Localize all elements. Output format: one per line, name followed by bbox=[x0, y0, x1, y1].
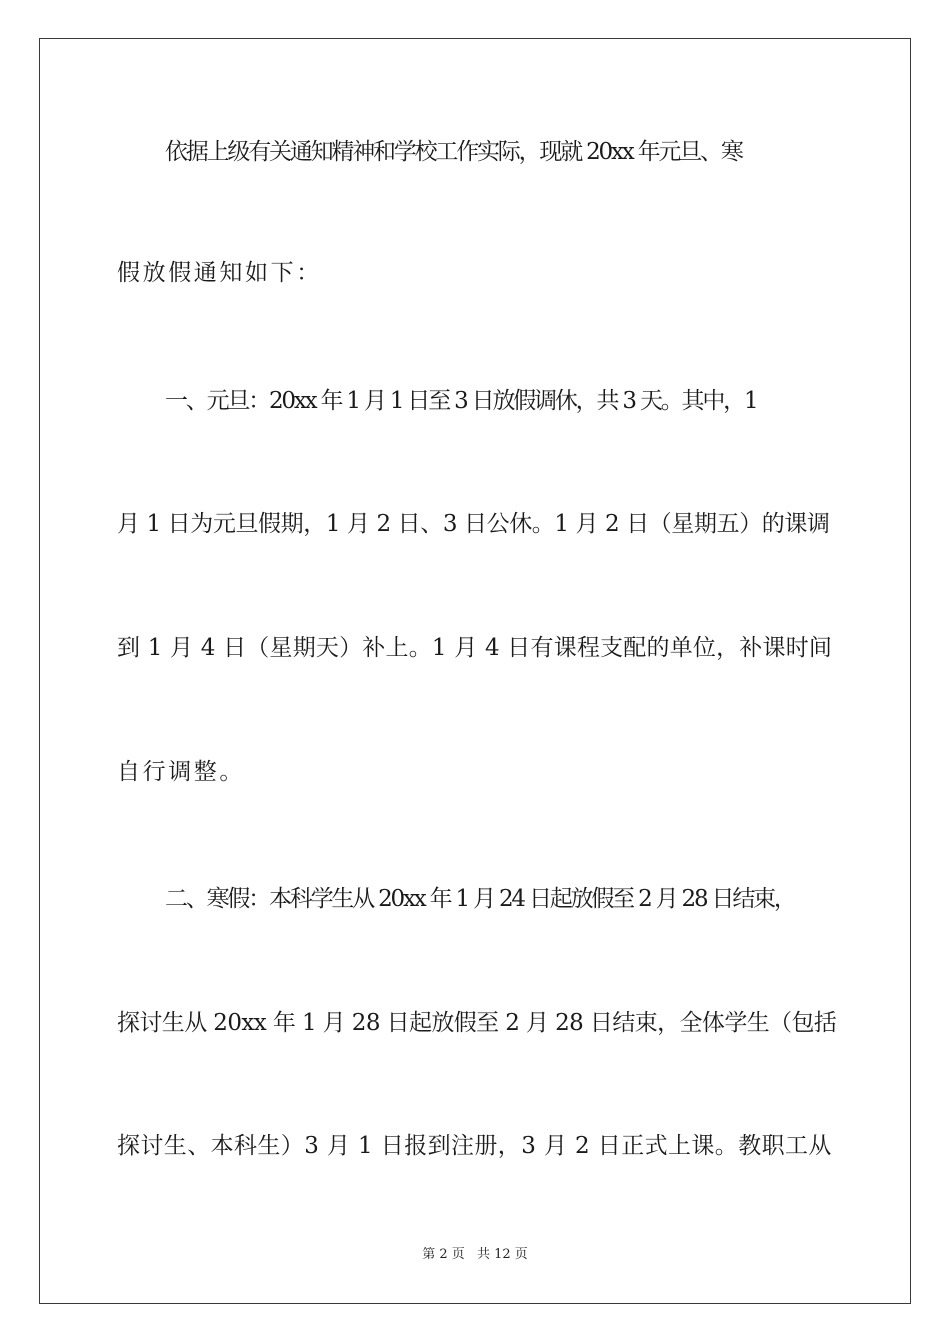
paragraph-2-line-2: 月 1 日为元旦假期，1 月 2 日、3 日公休。1 月 2 日（星期五）的课调 bbox=[117, 511, 830, 537]
page-border bbox=[39, 38, 911, 1304]
paragraph-1-line-1: 依据上级有关通知精神和学校工作实际，现就 20xx 年元旦、寒 bbox=[165, 139, 742, 165]
paragraph-3-line-1: 二、寒假：本科学生从 20xx 年 1 月 24 日起放假至 2 月 28 日结束， bbox=[165, 886, 795, 912]
page-footer bbox=[0, 1246, 950, 1264]
paragraph-3-line-2: 探讨生从 20xx 年 1 月 28 日起放假至 2 月 28 日结束，全体学生（包括 bbox=[117, 1010, 837, 1036]
paragraph-2-line-4: 自行调整。 bbox=[117, 759, 245, 785]
page-number: 第 2 页 bbox=[422, 1247, 465, 1262]
page-total: 共 12 页 bbox=[476, 1247, 528, 1262]
paragraph-2-line-3: 到 1 月 4 日（星期天）补上。1 月 4 日有课程支配的单位，补课时间 bbox=[117, 635, 833, 661]
paragraph-3-line-3: 探讨生、本科生）3 月 1 日报到注册，3 月 2 日正式上课。教职工从 bbox=[117, 1133, 832, 1159]
paragraph-1-line-2: 假放假通知如下： bbox=[117, 260, 322, 286]
paragraph-2-line-1: 一、元旦：20xx 年 1 月 1 日至 3 日放假调休，共 3 天。其中，1 bbox=[165, 388, 757, 414]
